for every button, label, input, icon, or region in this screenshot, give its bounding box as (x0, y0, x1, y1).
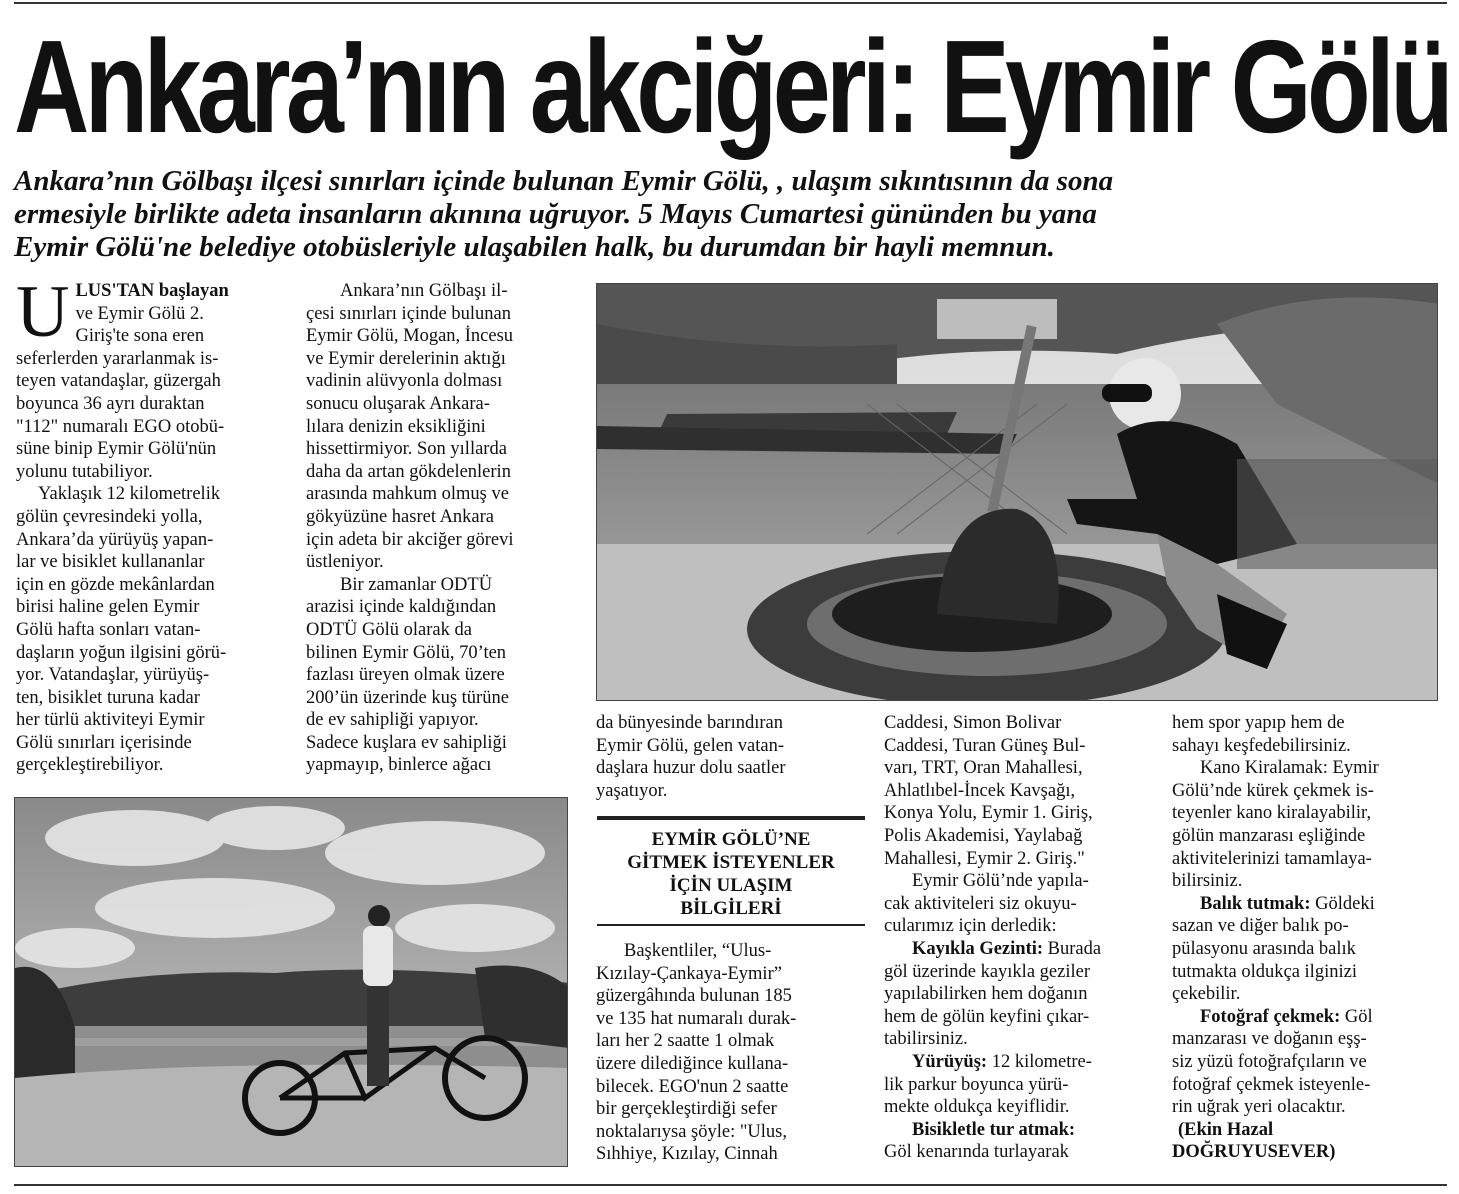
deck-line: Eymir Gölü'ne belediye otobüsleriyle ulaşabilen halk, bu durumdan bir hayli memnun. (14, 231, 1055, 263)
deck-line: Ankara’nın Gölbaşı ilçesi sınırları içinde bulunan Eymir Gölü, , ulaşım sıkıntısının da sona (14, 165, 1114, 197)
text-line: sahayı keşfedebilirsiniz. (1172, 735, 1351, 756)
text-line: ODTÜ Gölü olarak da (306, 619, 472, 640)
box-title-rule (597, 924, 865, 926)
text-line: Konya Yolu, Eymir 1. Giriş, (884, 803, 1093, 824)
text-line: Ankara’nın Gölbaşı il- (340, 281, 508, 301)
text-line (884, 1119, 1164, 1142)
transport-info-box-body (596, 940, 866, 1166)
text-line: bilinen Eymir Gölü, 70’ten (306, 642, 507, 663)
text-line: hissettirmiyor. Son yıllarda (306, 439, 507, 460)
box-title-line: BİLGİLERİ (680, 898, 782, 919)
text-line: ve Eymir derelerinin aktığı (306, 348, 506, 369)
text-line: de ev sahipliği yapıyor. (306, 710, 479, 731)
text-line: yapılabilirken hem doğanın (884, 984, 1088, 1005)
subhead-fishing: Balık tutmak: (1200, 893, 1311, 914)
text-line: yor. Vatandaşlar, yürüyüş- (16, 665, 210, 686)
text-line: daha da artan gökdelenlerin (306, 461, 511, 482)
text-line: Eymir Gölü, Mogan, İncesu (306, 326, 514, 347)
text-line: Caddesi, Turan Güneş Bul- (884, 735, 1086, 756)
text-line: pülasyonu arasında balık (1172, 938, 1356, 959)
article-column-4 (884, 712, 1164, 1164)
subhead-boat: Kayıkla Gezinti: (912, 938, 1044, 959)
text-line: Yaklaşık 12 kilometrelik (38, 484, 221, 505)
text-line: için en gözde mekânlardan (16, 574, 215, 595)
deck (14, 165, 1442, 264)
text-line: üzere dilediğince kullana- (596, 1053, 789, 1074)
text-line: daşlara huzur dolu saatler (596, 758, 786, 779)
text-line: aktivitelerinizi tamamlaya- (1172, 848, 1372, 869)
drop-cap: U (16, 271, 70, 353)
text-line: yaşatıyor. (596, 780, 668, 801)
text-line: ları her 2 saatte 1 olmak (596, 1031, 775, 1052)
text-line: sazan ve diğer balık po- (1172, 916, 1349, 937)
text-line: Bir zamanlar ODTÜ (340, 574, 493, 595)
text-run: 12 kilometre- (987, 1051, 1092, 1072)
article-column-2 (306, 280, 576, 777)
woman-with-dog-photo (596, 283, 1438, 701)
text-line: süne binip Eymir Gölü'nün (16, 439, 217, 460)
text-line: bilecek. EGO'nun 2 saatte (596, 1076, 789, 1097)
text-line: ten, bisiklet turuna kadar (16, 687, 200, 708)
text-line: Giriş'te sona eren (75, 326, 205, 347)
text-line: Sadece kuşlara ev sahipliği (306, 732, 507, 753)
text-run: Göldeki (1310, 893, 1375, 914)
text-line: fazlası üreyen olmak üzere (306, 665, 505, 686)
text-line: tutmakta oldukça ilginizi (1172, 961, 1357, 982)
text-line (1172, 893, 1442, 916)
text-line: Mahallesi, Eymir 2. Giriş." (884, 848, 1085, 869)
text-line: her türlü aktiviteyi Eymir (16, 710, 205, 731)
text-line: 200’ün üzerinde kuş türüne (306, 687, 509, 708)
text-line: gerçekleştirebiliyor. (16, 755, 164, 776)
article-column-3 (596, 712, 866, 802)
text-line: bilirsiniz. (1172, 871, 1243, 892)
text-line: varı, TRT, Oran Mahallesi, (884, 758, 1083, 779)
text-line: Caddesi, Simon Bolivar (884, 713, 1062, 733)
text-line: lar ve bisiklet kullananlar (16, 552, 205, 573)
text-line: tabilirsiniz. (884, 1029, 968, 1050)
text-line: Eymir Gölü, gelen vatan- (596, 735, 785, 756)
text-line: daşların yoğun ilgisini görü- (16, 642, 227, 663)
text-line: Ankara’da yürüyüş yapan- (16, 529, 214, 550)
text-line: hem de gölün keyfini çıkar- (884, 1006, 1090, 1027)
text-line: lik parkur boyunca yürü- (884, 1074, 1069, 1095)
article-column-1 (16, 271, 278, 777)
text-line: hem spor yapıp hem de (1172, 713, 1345, 733)
text-line: Gölü’nde kürek çekmek is- (1172, 780, 1374, 801)
text-line: teyenler kano kiralayabilir, (1172, 803, 1372, 824)
text-line: cak aktiviteleri siz okuyu- (884, 893, 1077, 914)
text-line: vadinin alüvyonla dolması (306, 371, 503, 392)
text-line: bir gerçekleştirdiği sefer (596, 1099, 777, 1120)
subhead-photography: Fotoğraf çekmek: (1200, 1006, 1341, 1027)
text-line: LUS'TAN başlayan (75, 281, 229, 301)
text-line: çesi sınırları içinde bulunan (306, 303, 511, 324)
text-line: Gölü hafta sonları vatan- (16, 619, 201, 640)
text-line: Gölü sınırları içerisinde (16, 732, 192, 753)
text-line: Kano Kiralamak: Eymir (1200, 758, 1379, 779)
text-line: siz yüzü fotoğrafçıların ve (1172, 1051, 1367, 1072)
text-line: lılara denizin eksikliğini (306, 416, 486, 437)
text-line: Göl kenarında turlayarak (884, 1142, 1069, 1163)
text-line: Başkentliler, “Ulus- (624, 941, 772, 961)
text-line: cularımız için derledik: (884, 916, 1057, 937)
text-line: seferlerden yararlanmak is- (16, 348, 219, 369)
text-line: "112" numaralı EGO otobü- (16, 416, 225, 437)
transport-info-box-title (597, 816, 865, 926)
top-rule (14, 2, 1447, 4)
text-line: arasında mahkum olmuş ve (306, 484, 509, 505)
tandem-bicycle-illustration (15, 798, 568, 1167)
text-run: Göl (1340, 1006, 1373, 1027)
text-line: ve 135 hat numaralı durak- (596, 1008, 797, 1029)
text-line: gölün çevresindeki yolla, (16, 506, 203, 527)
subhead-walking: Yürüyüş: (912, 1051, 988, 1072)
subhead-cycling: Bisikletle tur atmak: (912, 1119, 1076, 1140)
text-line: Kızılay-Çankaya-Eymir” (596, 963, 782, 984)
text-line: ve Eymir Gölü 2. (75, 303, 204, 324)
text-run: Burada (1043, 938, 1102, 959)
bottom-rule (14, 1184, 1447, 1186)
woman-with-dog-illustration (597, 284, 1438, 701)
tandem-bicycle-photo (14, 797, 568, 1167)
text-line (884, 1051, 1164, 1074)
text-line: birisi haline gelen Eymir (16, 597, 200, 618)
text-line: Sıhhiye, Kızılay, Cinnah (596, 1144, 778, 1165)
text-line: gölün manzarası eşliğinde (1172, 825, 1366, 846)
text-line: sonucu oluşarak Ankara- (306, 393, 490, 414)
text-line: Ahlatlıbel-İncek Kavşağı, (884, 780, 1076, 801)
text-line: yapmayıp, binlerce ağacı (306, 755, 492, 776)
text-line: arazisi içinde kaldığından (306, 597, 497, 618)
text-line: gökyüzüne hasret Ankara (306, 506, 495, 527)
author-credit: (Ekin Hazal (1178, 1119, 1274, 1140)
box-title-line: EYMİR GÖLÜ’NE (651, 829, 811, 850)
text-line: göl üzerinde kayıkla geziler (884, 961, 1090, 982)
text-line: Polis Akademisi, Yaylabağ (884, 825, 1083, 846)
author-credit: DOĞRUYUSEVER) (1172, 1142, 1336, 1163)
deck-line: ermesiyle birlikte adeta insanların akınına uğruyor. 5 Mayıs Cumartesi gününden bu yana (14, 198, 1097, 230)
text-line: fotoğraf çekmek isteyenle- (1172, 1074, 1371, 1095)
text-line: da bünyesinde barındıran (596, 713, 783, 733)
headline: Ankara’nın akciğeri: Eymir Gölü (14, 13, 1450, 160)
text-line: rin uğrak yeri olacaktır. (1172, 1097, 1346, 1118)
article-column-5 (1172, 712, 1442, 1164)
text-line: boyunca 36 ayrı duraktan (16, 393, 205, 414)
text-line: Eymir Gölü’nde yapıla- (912, 871, 1089, 892)
text-line: manzarası ve doğanın eşş- (1172, 1029, 1367, 1050)
text-line (884, 938, 1164, 961)
text-line: teyen vatandaşlar, güzergah (16, 371, 221, 392)
box-title-line: GİTMEK İSTEYENLER (627, 852, 835, 873)
text-line: çekebilir. (1172, 984, 1241, 1005)
text-line: güzergâhında bulunan 185 (596, 986, 792, 1007)
text-line: için adeta bir akciğer görevi (306, 529, 514, 550)
text-line: yolunu tutabiliyor. (16, 461, 153, 482)
text-line: üstleniyor. (306, 552, 384, 573)
text-line (1172, 1006, 1442, 1029)
text-line: noktalarıysa şöyle: "Ulus, (596, 1121, 787, 1142)
text-line: mekte oldukça keyiflidir. (884, 1097, 1070, 1118)
box-title-line: İÇİN ULAŞIM (669, 875, 793, 896)
